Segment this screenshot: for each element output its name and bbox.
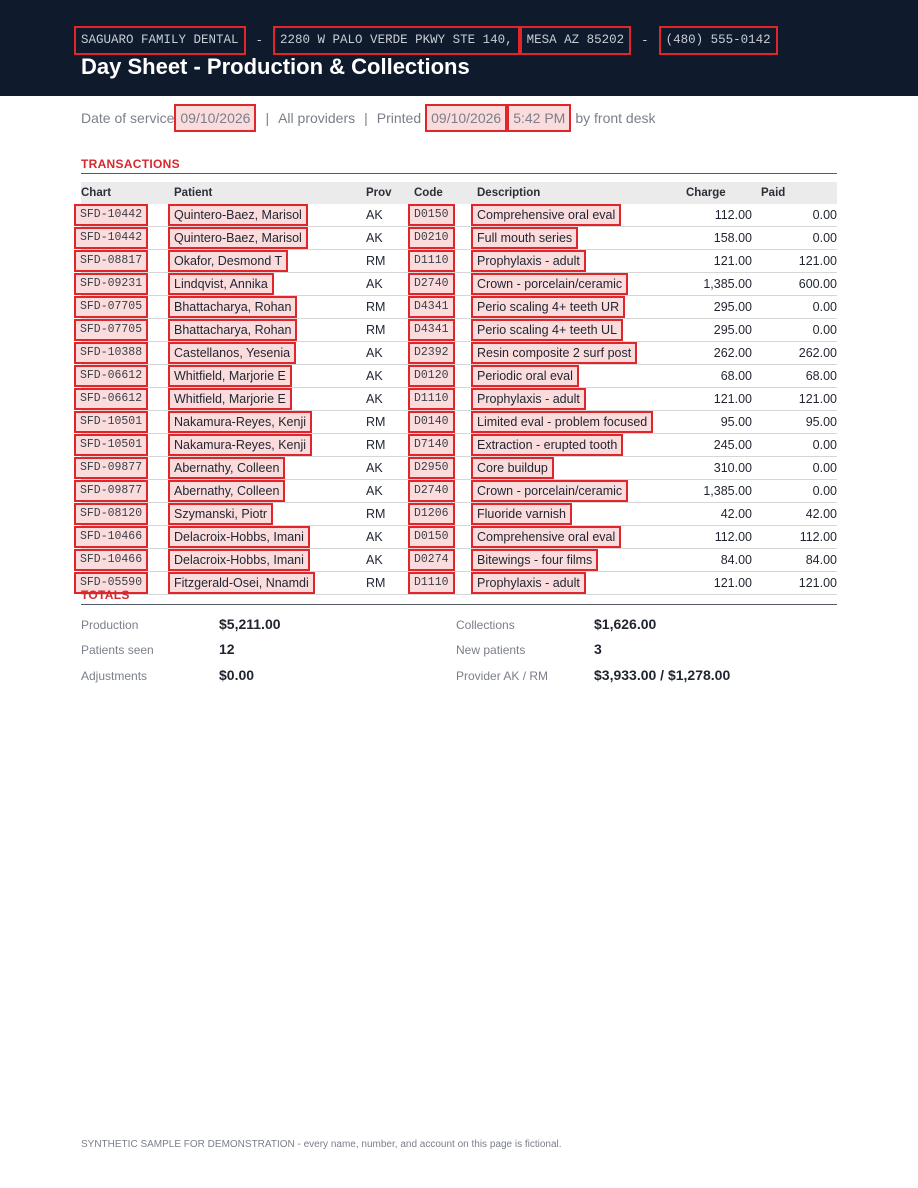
procedure-description: Crown - porcelain/ceramic [471, 480, 628, 502]
cell-paid: 0.00 [752, 480, 837, 503]
cell-charge: 310.00 [681, 457, 752, 480]
cell-patient [174, 549, 366, 572]
table-row [81, 434, 837, 457]
date-of-service-label: Date of service [81, 110, 175, 126]
cell-patient [174, 503, 366, 526]
patient-name: Nakamura-Reyes, Kenji [168, 434, 312, 456]
cell-code [414, 549, 477, 572]
procedure-code: D1110 [408, 572, 455, 594]
patient-name: Delacroix-Hobbs, Imani [168, 549, 310, 571]
cell-code [414, 204, 477, 227]
col-chart: Chart [81, 182, 174, 204]
practice-address: 2280 W PALO VERDE PKWY STE 140, [273, 26, 520, 55]
cell-prov: AK [366, 526, 414, 549]
cell-code [414, 388, 477, 411]
cell-prov: RM [366, 250, 414, 273]
new-patients-value: 3 [594, 641, 602, 657]
page-header [0, 0, 918, 96]
practice-phone: (480) 555-0142 [659, 26, 778, 55]
cell-prov: RM [366, 411, 414, 434]
chart-number: SFD-05590 [74, 572, 148, 594]
cell-patient [174, 365, 366, 388]
totals-rule [81, 604, 837, 605]
cell-patient [174, 204, 366, 227]
patient-name: Whitfield, Marjorie E [168, 365, 292, 387]
cell-code [414, 411, 477, 434]
col-code: Code [414, 182, 477, 204]
new-patients-label: New patients [456, 643, 526, 657]
production-value: $5,211.00 [219, 616, 281, 632]
cell-code [414, 503, 477, 526]
chart-number: SFD-10442 [74, 204, 148, 226]
procedure-code: D1110 [408, 388, 455, 410]
cell-patient [174, 480, 366, 503]
cell-prov: AK [366, 273, 414, 296]
printed-time: 5:42 PM [507, 104, 571, 132]
chart-number: SFD-06612 [74, 365, 148, 387]
cell-patient [174, 411, 366, 434]
cell-paid: 0.00 [752, 319, 837, 342]
procedure-description: Prophylaxis - adult [471, 250, 586, 272]
procedure-description: Limited eval - problem focused [471, 411, 653, 433]
adjustments-label: Adjustments [81, 669, 148, 683]
cell-charge: 1,385.00 [681, 273, 752, 296]
transactions-table [81, 182, 837, 595]
patient-name: Abernathy, Colleen [168, 457, 285, 479]
practice-info-line [74, 26, 778, 55]
cell-code [414, 526, 477, 549]
cell-prov: AK [366, 204, 414, 227]
procedure-description: Perio scaling 4+ teeth UL [471, 319, 623, 341]
chart-number: SFD-08817 [74, 250, 148, 272]
cell-paid: 0.00 [752, 204, 837, 227]
procedure-description: Resin composite 2 surf post [471, 342, 637, 364]
cell-code [414, 480, 477, 503]
procedure-description: Periodic oral eval [471, 365, 579, 387]
cell-paid: 95.00 [752, 411, 837, 434]
cell-description [477, 572, 681, 595]
provider-split-label: Provider AK / RM [456, 669, 549, 683]
cell-prov: AK [366, 365, 414, 388]
transactions-rule [81, 173, 837, 174]
procedure-code: D1206 [408, 503, 455, 525]
cell-chart [81, 503, 174, 526]
cell-chart [81, 411, 174, 434]
cell-prov: AK [366, 227, 414, 250]
patient-name: Whitfield, Marjorie E [168, 388, 292, 410]
cell-charge: 1,385.00 [681, 480, 752, 503]
printed-by: by front desk [575, 110, 656, 126]
chart-number: SFD-10466 [74, 526, 148, 548]
cell-chart [81, 434, 174, 457]
procedure-code: D4341 [408, 296, 455, 318]
cell-chart [81, 480, 174, 503]
procedure-description: Core buildup [471, 457, 554, 479]
procedure-description: Comprehensive oral eval [471, 526, 621, 548]
procedure-code: D7140 [408, 434, 455, 456]
disclaimer-footer: SYNTHETIC SAMPLE FOR DEMONSTRATION - every name, number, and account on this page is fictional. [81, 1139, 562, 1150]
meta-separator: | [265, 110, 270, 126]
cell-prov: AK [366, 388, 414, 411]
report-meta [81, 104, 656, 132]
cell-patient [174, 434, 366, 457]
chart-number: SFD-10466 [74, 549, 148, 571]
cell-patient [174, 526, 366, 549]
procedure-code: D2950 [408, 457, 455, 479]
cell-charge: 295.00 [681, 296, 752, 319]
patient-name: Lindqvist, Annika [168, 273, 274, 295]
procedure-code: D2740 [408, 480, 455, 502]
cell-code [414, 227, 477, 250]
cell-charge: 42.00 [681, 503, 752, 526]
cell-chart [81, 365, 174, 388]
meta-separator: | [364, 110, 368, 126]
procedure-code: D0210 [408, 227, 455, 249]
cell-description [477, 526, 681, 549]
cell-paid: 600.00 [752, 273, 837, 296]
cell-description [477, 365, 681, 388]
table-row [81, 365, 837, 388]
cell-paid: 42.00 [752, 503, 837, 526]
cell-prov: RM [366, 572, 414, 595]
patient-name: Fitzgerald-Osei, Nnamdi [168, 572, 315, 594]
cell-paid: 68.00 [752, 365, 837, 388]
procedure-description: Prophylaxis - adult [471, 388, 586, 410]
cell-chart [81, 296, 174, 319]
table-row [81, 480, 837, 503]
table-row [81, 319, 837, 342]
cell-patient [174, 250, 366, 273]
cell-paid: 0.00 [752, 227, 837, 250]
patient-name: Quintero-Baez, Marisol [168, 227, 308, 249]
cell-prov: AK [366, 457, 414, 480]
cell-charge: 295.00 [681, 319, 752, 342]
cell-code [414, 365, 477, 388]
chart-number: SFD-10501 [74, 434, 148, 456]
cell-prov: RM [366, 503, 414, 526]
table-row [81, 503, 837, 526]
table-row [81, 296, 837, 319]
patient-name: Abernathy, Colleen [168, 480, 285, 502]
col-description: Description [477, 182, 681, 204]
cell-paid: 0.00 [752, 457, 837, 480]
cell-description [477, 273, 681, 296]
page-title: Day Sheet - Production & Collections [81, 54, 470, 79]
cell-description [477, 503, 681, 526]
printed-date: 09/10/2026 [425, 104, 507, 132]
cell-code [414, 457, 477, 480]
transactions-body [81, 204, 837, 595]
collections-label: Collections [456, 618, 515, 632]
cell-patient [174, 342, 366, 365]
cell-description [477, 411, 681, 434]
patient-name: Quintero-Baez, Marisol [168, 204, 308, 226]
totals-heading: TOTALS [81, 588, 130, 602]
cell-patient [174, 296, 366, 319]
cell-code [414, 434, 477, 457]
collections-value: $1,626.00 [594, 616, 657, 632]
table-row [81, 227, 837, 250]
printed-label: Printed [376, 110, 422, 126]
patient-name: Delacroix-Hobbs, Imani [168, 526, 310, 548]
table-header-row [81, 182, 837, 204]
header-separator: - [641, 33, 649, 48]
cell-description [477, 434, 681, 457]
procedure-description: Crown - porcelain/ceramic [471, 273, 628, 295]
col-patient: Patient [174, 182, 366, 204]
cell-code [414, 319, 477, 342]
cell-chart [81, 250, 174, 273]
cell-paid: 121.00 [752, 572, 837, 595]
procedure-description: Extraction - erupted tooth [471, 434, 623, 456]
table-row [81, 411, 837, 434]
cell-charge: 121.00 [681, 572, 752, 595]
cell-charge: 245.00 [681, 434, 752, 457]
procedure-code: D0150 [408, 204, 455, 226]
production-label: Production [81, 618, 139, 632]
chart-number: SFD-07705 [74, 319, 148, 341]
cell-description [477, 204, 681, 227]
cell-charge: 121.00 [681, 250, 752, 273]
chart-number: SFD-09877 [74, 480, 148, 502]
table-row [81, 250, 837, 273]
chart-number: SFD-10388 [74, 342, 148, 364]
procedure-code: D0274 [408, 549, 455, 571]
cell-description [477, 457, 681, 480]
cell-description [477, 250, 681, 273]
cell-patient [174, 319, 366, 342]
cell-patient [174, 227, 366, 250]
practice-name: SAGUARO FAMILY DENTAL [74, 26, 246, 55]
cell-chart [81, 549, 174, 572]
cell-paid: 0.00 [752, 434, 837, 457]
table-row [81, 204, 837, 227]
table-row [81, 273, 837, 296]
provider-split-value: $3,933.00 / $1,278.00 [594, 667, 731, 683]
cell-charge: 158.00 [681, 227, 752, 250]
patient-name: Nakamura-Reyes, Kenji [168, 411, 312, 433]
table-row [81, 342, 837, 365]
procedure-code: D0120 [408, 365, 455, 387]
cell-description [477, 227, 681, 250]
cell-chart [81, 227, 174, 250]
cell-prov: RM [366, 434, 414, 457]
cell-patient [174, 388, 366, 411]
cell-charge: 121.00 [681, 388, 752, 411]
cell-description [477, 319, 681, 342]
cell-code [414, 342, 477, 365]
table-row [81, 526, 837, 549]
cell-code [414, 296, 477, 319]
chart-number: SFD-07705 [74, 296, 148, 318]
cell-code [414, 572, 477, 595]
cell-prov: RM [366, 319, 414, 342]
cell-chart [81, 273, 174, 296]
col-charge: Charge [681, 182, 752, 204]
cell-chart [81, 342, 174, 365]
providers-filter: All providers [278, 110, 356, 126]
cell-description [477, 342, 681, 365]
cell-chart [81, 457, 174, 480]
cell-charge: 68.00 [681, 365, 752, 388]
procedure-code: D0140 [408, 411, 455, 433]
cell-paid: 121.00 [752, 250, 837, 273]
chart-number: SFD-08120 [74, 503, 148, 525]
chart-number: SFD-10501 [74, 411, 148, 433]
chart-number: SFD-06612 [74, 388, 148, 410]
cell-chart [81, 526, 174, 549]
procedure-code: D2392 [408, 342, 455, 364]
patient-name: Okafor, Desmond T [168, 250, 288, 272]
cell-paid: 112.00 [752, 526, 837, 549]
procedure-description: Perio scaling 4+ teeth UR [471, 296, 625, 318]
patients-seen-value: 12 [219, 641, 235, 657]
cell-chart [81, 204, 174, 227]
cell-prov: AK [366, 549, 414, 572]
patients-seen-label: Patients seen [81, 643, 154, 657]
procedure-code: D2740 [408, 273, 455, 295]
patient-name: Bhattacharya, Rohan [168, 296, 297, 318]
cell-charge: 262.00 [681, 342, 752, 365]
adjustments-value: $0.00 [219, 667, 255, 683]
cell-prov: RM [366, 296, 414, 319]
cell-patient [174, 273, 366, 296]
procedure-description: Bitewings - four films [471, 549, 598, 571]
chart-number: SFD-09231 [74, 273, 148, 295]
cell-prov: AK [366, 480, 414, 503]
procedure-description: Prophylaxis - adult [471, 572, 586, 594]
table-row [81, 549, 837, 572]
patient-name: Bhattacharya, Rohan [168, 319, 297, 341]
cell-prov: AK [366, 342, 414, 365]
cell-description [477, 296, 681, 319]
chart-number: SFD-10442 [74, 227, 148, 249]
procedure-code: D4341 [408, 319, 455, 341]
procedure-code: D1110 [408, 250, 455, 272]
cell-description [477, 388, 681, 411]
table-row [81, 572, 837, 595]
procedure-code: D0150 [408, 526, 455, 548]
cell-charge: 112.00 [681, 204, 752, 227]
table-row [81, 457, 837, 480]
cell-paid: 0.00 [752, 296, 837, 319]
cell-charge: 112.00 [681, 526, 752, 549]
cell-paid: 121.00 [752, 388, 837, 411]
transactions-heading: TRANSACTIONS [81, 157, 180, 171]
practice-city: MESA AZ 85202 [520, 26, 632, 55]
cell-description [477, 549, 681, 572]
cell-description [477, 480, 681, 503]
cell-code [414, 273, 477, 296]
col-paid: Paid [752, 182, 837, 204]
col-prov: Prov [366, 182, 414, 204]
cell-paid: 84.00 [752, 549, 837, 572]
patient-name: Castellanos, Yesenia [168, 342, 296, 364]
header-separator: - [255, 33, 264, 48]
procedure-description: Full mouth series [471, 227, 578, 249]
procedure-description: Fluoride varnish [471, 503, 572, 525]
cell-code [414, 250, 477, 273]
patient-name: Szymanski, Piotr [168, 503, 273, 525]
cell-paid: 262.00 [752, 342, 837, 365]
table-row [81, 388, 837, 411]
cell-charge: 84.00 [681, 549, 752, 572]
date-of-service: 09/10/2026 [174, 104, 256, 132]
cell-patient [174, 572, 366, 595]
chart-number: SFD-09877 [74, 457, 148, 479]
cell-chart [81, 319, 174, 342]
cell-chart [81, 388, 174, 411]
cell-charge: 95.00 [681, 411, 752, 434]
procedure-description: Comprehensive oral eval [471, 204, 621, 226]
cell-patient [174, 457, 366, 480]
